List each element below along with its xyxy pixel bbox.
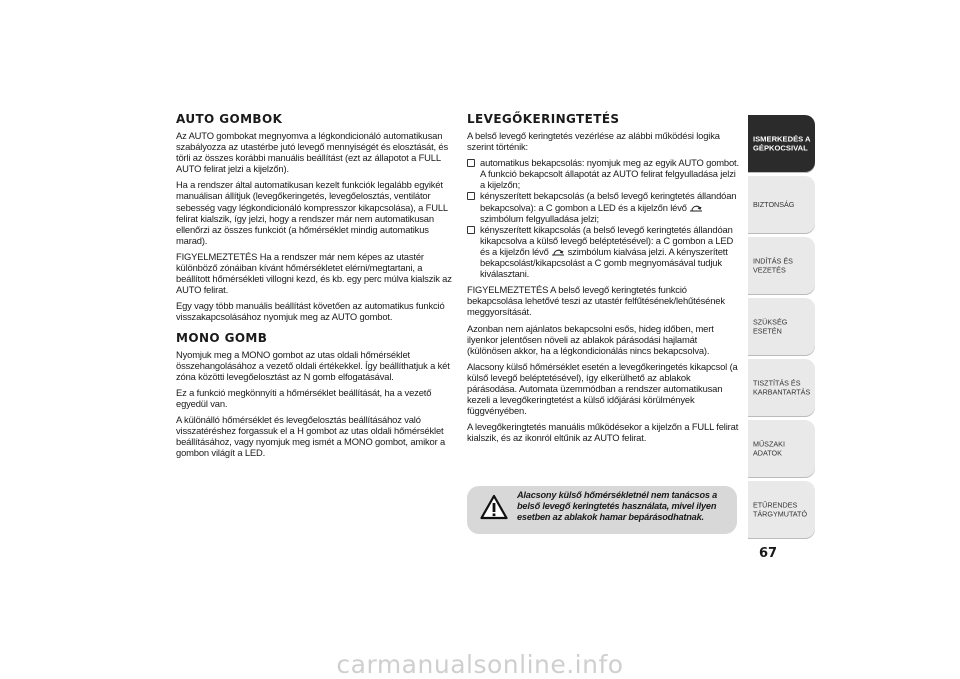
warning-text: Alacsony külső hőmérsékletnél nem tanácsos a belső levegő keringtetés használata, mivel ilyen esetben az ablakok hamar bepárásodhatnak. xyxy=(517,490,718,522)
recirculation-paragraph-2: Azonban nem ajánlatos bekapcsolni esős, hideg időben, mert ilyenkor jelentősen növeli az ablakok párásodási hajlamát (különösen akkor, ha a légkondicionálás nincs bekapcsolva). xyxy=(467,322,714,356)
tab-label: SZÜKSÉG ESETÉN xyxy=(753,317,788,335)
tab-label: INDÍTÁS ÉS VEZETÉS xyxy=(753,256,793,274)
watermark: carmanualsonline.info xyxy=(336,650,624,679)
auto-heading: AUTO GOMBOK xyxy=(176,112,283,126)
tab-label: TISZTÍTÁS ÉS KARBANTARTÁS xyxy=(753,378,811,396)
right-column xyxy=(467,112,741,448)
bullet-text-3b: szimbólum kialvása jelzi. A kényszerített bekapcsolást/kikapcsolást a C gomb megnyomásával tudjuk kiválasztani. xyxy=(480,245,728,280)
tab-label: BIZTONSÁG xyxy=(753,199,795,209)
bullet-box-icon xyxy=(467,192,475,200)
bullet-text-1: automatikus bekapcsolás: nyomjuk meg az egyik AUTO gombot. A funkció bekapcsolt állapotát az AUTO felirat felgyulladása jelzi a kijelzőn; xyxy=(480,157,739,191)
mono-paragraph-2: Ez a funkció megkönnyíti a hőmérséklet beállítását, ha a vezető egyedül van. xyxy=(176,386,432,409)
tab-label: MŰSZAKI ADATOK xyxy=(753,439,785,457)
bullet-text-2a: kényszerített bekapcsolás (a belső levegő keringtetés állandóan bekapcsolva): a C gombon a LED és a kijelzőn lévő xyxy=(480,190,737,213)
tab-safety[interactable] xyxy=(748,176,815,234)
list-item xyxy=(467,224,741,279)
recirculation-paragraph-1: FIGYELMEZTETÉS A belső levegő keringtetés funkció bekapcsolása lehetővé teszi az utastér felfűtésének/lehűtésének meggyorsítását. xyxy=(467,284,725,318)
bullet-box-icon xyxy=(467,159,475,167)
tab-technical-data[interactable] xyxy=(748,420,815,478)
tab-label: ISMERKEDÉS A GÉPKOCSIVAL xyxy=(753,134,811,152)
warning-triangle-icon xyxy=(480,494,508,520)
tab-label: ETŰRENDES TÁRGYMUTATÓ xyxy=(753,500,808,518)
tab-maintenance[interactable] xyxy=(748,359,815,417)
mono-heading: MONO GOMB xyxy=(176,330,268,345)
auto-paragraph-1: Az AUTO gombokat megnyomva a légkondicionáló automatikusan szabályozza az utastérbe jutó levegő mennyiségét és elosztását, és törli az összes korábbi manuális beállítást (ezt az állapotot a FULL AUTO felirat jelzi a kijelzőn). xyxy=(176,130,449,175)
list-item xyxy=(467,157,741,190)
page-number: 67 xyxy=(759,546,778,561)
left-column xyxy=(176,112,452,463)
recirculation-intro: A belső levegő keringtetés vezérlése az alábbi működési logika szerint történik: xyxy=(467,130,720,153)
recirculation-symbol-icon xyxy=(551,248,565,257)
bullet-text-3a: kényszerített kikapcsolás (a belső levegő keringtetés állandóan kikapcsolva a külső levegő beléptetésével): a C gombon a LED és a kijelzőn lévő xyxy=(480,223,734,257)
list-item xyxy=(467,190,741,223)
warning-box xyxy=(467,486,737,534)
recirculation-paragraph-4: A levegőkeringtetés manuális működésekor a kijelzőn a FULL felirat kialszik, és az ikonról eltűnik az AUTO felirat. xyxy=(467,421,739,444)
tab-starting-driving[interactable] xyxy=(748,237,815,295)
auto-paragraph-3: FIGYELMEZTETÉS Ha a rendszer már nem képes az utastér különböző zónáiban kívánt hőmérsékletet elérni/megtartani, a beállított hőmérsékleti villogni kezd, és kb. egy perc múlva kialszik az AUTO felirat. xyxy=(176,250,452,296)
tab-emergency[interactable] xyxy=(748,298,815,356)
bullet-text-2b: szimbólum felgyulladása jelzi; xyxy=(480,212,599,224)
recirculation-list xyxy=(467,157,741,279)
tab-index[interactable] xyxy=(748,481,815,539)
recirculation-heading: LEVEGŐKERINGTETÉS xyxy=(467,112,620,126)
bullet-box-icon xyxy=(467,226,475,234)
recirculation-paragraph-3: Alacsony külső hőmérséklet esetén a levegőkeringetés kikapcsol (a külső levegő beléptetésével), így elkerülhető az ablakok párásodása. Automata üzemmódban a rendszer automatikusan kezeli a levegőkeringtetést a külső időjárási körülmények függvényében. xyxy=(467,360,738,417)
mono-paragraph-3: A különálló hőmérséklet és levegőelosztás beállításához való visszatéréshez forgassuk el a H gombot az utas oldali hőmérséklet beállításához, vagy nyomjuk meg ismét a MONO gombot, amikor a gombon világít a LED. xyxy=(176,413,446,459)
auto-paragraph-4: Egy vagy több manuális beállítást követően az automatikus funkció visszakapcsolásához nyomjuk meg az AUTO gombot. xyxy=(176,300,445,323)
auto-paragraph-2: Ha a rendszer által automatikusan kezelt funkciók legalább egyikét manuálisan állítjuk (levegőkeringetés, levegőelosztás, ventilátor sebesség vagy légkondicionáló kompresszor kikapcsolása), a FULL felirat kialszik, így jelzi, hogy a rendszer már nem automatikusan ellenőrzi az összes funkciót (a hőmérséklet mindig automatikus marad). xyxy=(176,179,448,246)
tab-getting-to-know[interactable] xyxy=(748,115,815,173)
mono-paragraph-1: Nyomjuk meg a MONO gombot az utas oldali hőmérséklet összehangolásához a vezető oldali értékekkel. Így beállíthatjuk a két zóna közötti levegőelosztást az N gomb elfogatásával. xyxy=(176,348,450,382)
recirculation-symbol-icon xyxy=(689,204,703,213)
